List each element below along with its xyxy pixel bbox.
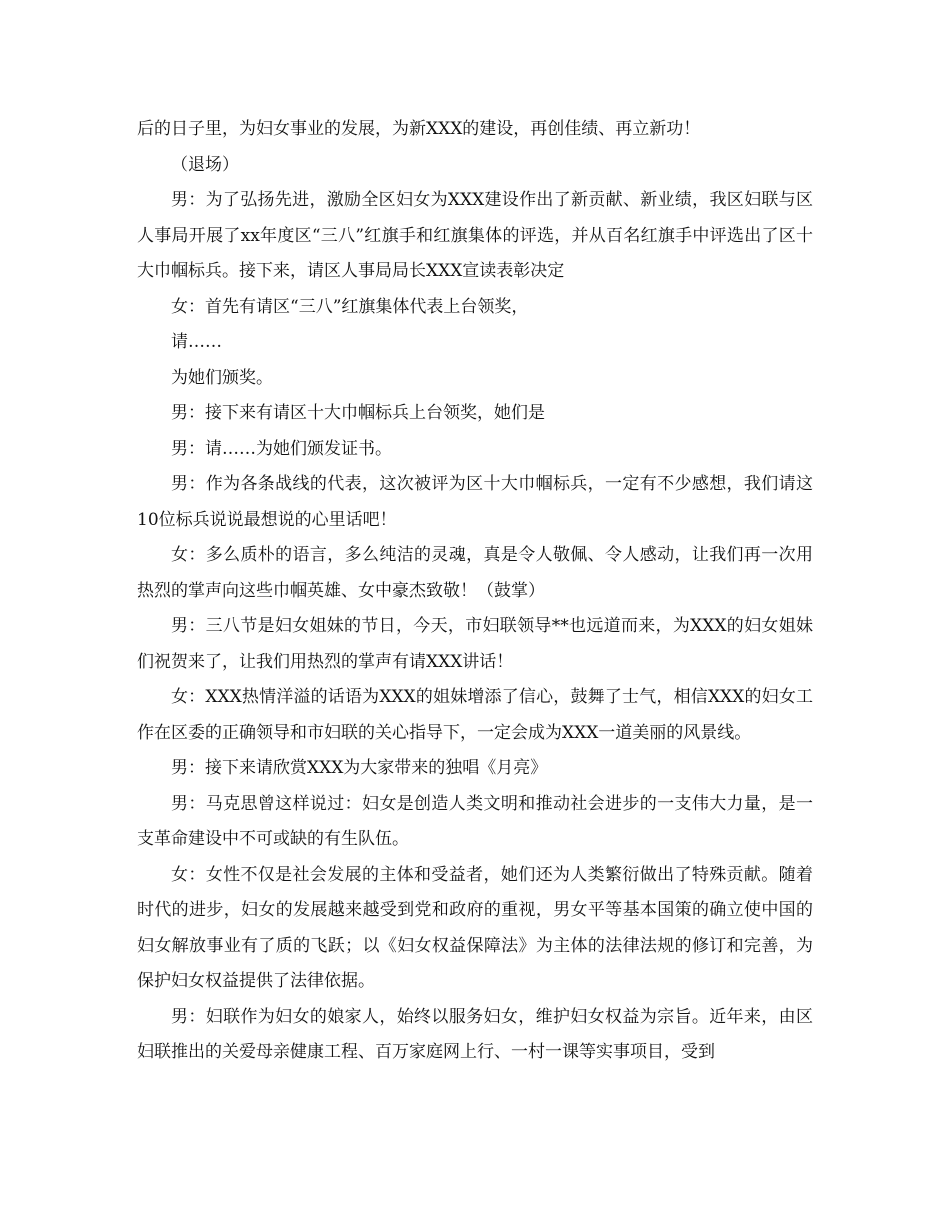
stage-direction: （退场） [171, 154, 239, 175]
paragraph: 男：马克思曾这样说过：妇女是创造人类文明和推动社会进步的一支伟大力量，是一支革命建设中不可或缺的有生队伍。 [137, 793, 813, 849]
paragraph: 男：接下来有请区十大巾帼标兵上台领奖，她们是 [171, 403, 545, 423]
paragraph: 请…… [171, 332, 222, 352]
paragraph: 女：多么质朴的语言，多么纯洁的灵魂，真是令人敬佩、令人感动，让我们再一次用热烈的掌声向这些巾帼英雄、女中豪杰致敬！（鼓掌） [137, 545, 813, 601]
paragraph: 女：首先有请区“三八”红旗集体代表上台领奖， [171, 296, 529, 317]
paragraph: 后的日子里，为妇女事业的发展，为新XXX的建设，再创佳绩、再立新功！ [137, 119, 701, 139]
paragraph: 女：女性不仅是社会发展的主体和受益者，她们还为人类繁衍做出了特殊贡献。随着时代的进步，妇女的发展越来越受到党和政府的重视，男女平等基本国策的确立使中国的妇女解放事业有了质的飞跃；以《妇女权益保障法》为主体的法律法规的修订和完善，为保护妇女权益提供了法律依据。 [137, 864, 813, 991]
paragraph: 为她们颁奖。 [171, 367, 273, 388]
paragraph: 男：请……为她们颁发证书。 [171, 438, 392, 459]
paragraph: 男：妇联作为妇女的娘家人，始终以服务妇女，维护妇女权益为宗旨。近年来，由区妇联推出的关爱母亲健康工程、百万家庭网上行、一村一课等实事项目，受到 [137, 1006, 813, 1062]
document-body [137, 112, 813, 1071]
paragraph: 男：接下来请欣赏XXX为大家带来的独唱《月亮》 [171, 758, 548, 778]
paragraph: 女：XXX热情洋溢的话语为XXX的姐妹增添了信心，鼓舞了士气，相信XXX的妇女工作在区委的正确领导和市妇联的关心指导下，一定会成为XXX一道美丽的风景线。 [137, 687, 813, 743]
paragraph: 男：为了弘扬先进，激励全区妇女为XXX建设作出了新贡献、新业绩，我区妇联与区人事局开展了xx年度区“三八”红旗手和红旗集体的评选，并从百名红旗手中评选出了区十大巾帼标兵。接下来，请区人事局局长XXX宣读表彰决定 [137, 190, 813, 281]
paragraph: 男：作为各条战线的代表，这次被评为区十大巾帼标兵，一定有不少感想，我们请这10位标兵说说最想说的心里话吧！ [137, 474, 813, 530]
paragraph: 男：三八节是妇女姐妹的节日，今天，市妇联领导**也远道而来，为XXX的妇女姐妹们祝贺来了，让我们用热烈的掌声有请XXX讲话！ [137, 616, 813, 672]
